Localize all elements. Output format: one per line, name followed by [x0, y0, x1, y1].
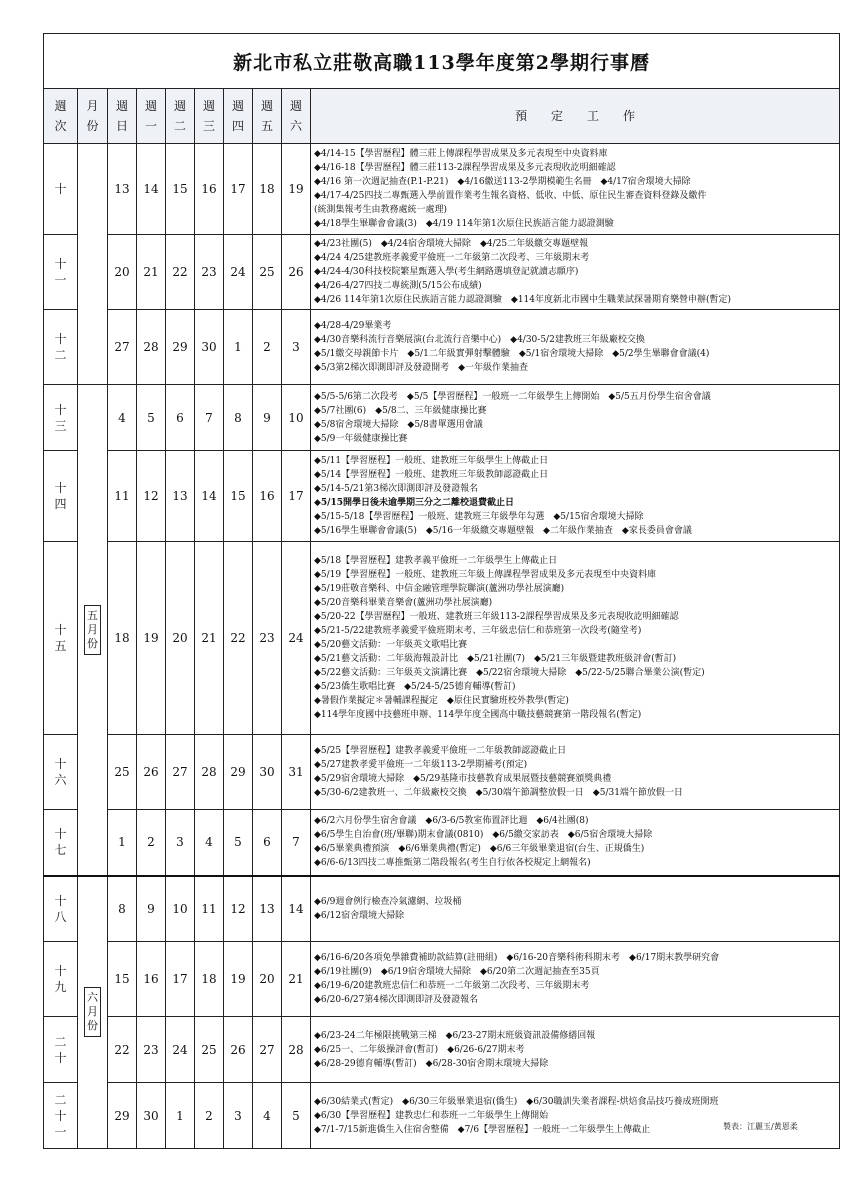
event-item: ◆114學年度國中技藝班申辦、114學年度全國高中職技藝競賽第一階段報名(暫定) [314, 710, 642, 720]
events-cell [311, 810, 840, 876]
event-item: ◆5/21-5/22建教班孝義愛平儉班期末考、三年級忠信仁和恭班第一次段考(隨堂考) [314, 626, 642, 636]
day-cell: 7 [282, 810, 311, 876]
day-cell: 1 [166, 1083, 195, 1149]
day-cell: 18 [253, 144, 282, 235]
week-number-char: 十 [54, 623, 67, 637]
day-cell: 2 [253, 310, 282, 385]
week-number-char: 八 [54, 909, 67, 924]
month-cell [78, 144, 108, 385]
day-cell: 2 [137, 810, 166, 876]
events-list [311, 553, 839, 723]
event-item: ◆5/15-5/18【學習歷程】一般班、建教班三年級學年勾選 ◆5/15宿舍環境大掃除 [314, 512, 644, 522]
week-number [44, 876, 78, 942]
event-item: ◆4/30音樂科流行音樂展演(台北流行音樂中心) ◆4/30-5/2建教班三年級廠校交換 [314, 335, 645, 345]
header-sun: 週 日 [108, 89, 137, 144]
event-item: ◆6/19-6/20建教班忠信仁和恭班一二年級第二次段考、三年級期末考 [314, 981, 590, 991]
footer-note: 製表：江麗玉/黃恩柔 [723, 1122, 798, 1131]
day-cell: 22 [108, 1017, 137, 1083]
week-number [44, 385, 78, 451]
events-list [311, 1028, 839, 1072]
week-number-char: 十 [54, 402, 67, 417]
day-cell: 20 [166, 542, 195, 735]
day-cell: 15 [166, 144, 195, 235]
week-number-char: 二 [54, 1092, 67, 1107]
event-item: ◆5/20音樂科畢業音樂會(蘆洲功學社展演廳) [314, 598, 493, 608]
page-title: 新北市私立莊敬高職113學年度第2學期行事曆 [44, 34, 840, 89]
week-number [44, 1017, 78, 1083]
event-item: ◆6/23-24二年極限挑戰第三梯 ◆6/23-27期末班級資訊設備修繕回報 [314, 1030, 596, 1041]
day-cell: 13 [166, 451, 195, 542]
week-number-char: 一 [54, 1124, 67, 1139]
events-cell [311, 451, 840, 542]
day-cell: 19 [137, 542, 166, 735]
day-cell: 24 [166, 1017, 195, 1083]
day-cell: 19 [224, 942, 253, 1017]
day-cell: 31 [282, 735, 311, 810]
week-number-char: 十 [54, 182, 67, 196]
week-row [44, 942, 840, 1017]
event-item: ◆5/14【學習歷程】一般班、建教班三年級教師認證截止日 [314, 470, 549, 480]
day-cell: 14 [137, 144, 166, 235]
day-cell: 25 [108, 735, 137, 810]
week-row [44, 310, 840, 385]
events-list [311, 146, 839, 232]
day-cell: 15 [108, 942, 137, 1017]
day-cell: 8 [108, 876, 137, 942]
event-item: ◆6/6-6/13四技二專推甄第二階段報名(考生自行依各校規定上網報名) [314, 858, 591, 869]
day-cell: 16 [195, 144, 224, 235]
day-cell: 16 [253, 451, 282, 542]
event-item: ◆5/23僑生歌唱比賽 ◆5/24-5/25德育輔導(暫訂) [314, 682, 516, 692]
day-cell: 5 [224, 810, 253, 876]
header-row [44, 89, 840, 144]
day-cell: 23 [253, 542, 282, 735]
header-tue: 週 二 [166, 89, 195, 144]
event-item: ◆5/16學生畢聯會會議(5) ◆5/16一年級繳交專題壁報 ◆二年級作業抽查 ◆家長委員會會議 [314, 526, 692, 536]
week-row [44, 810, 840, 876]
week-number [44, 235, 78, 310]
events-cell [311, 735, 840, 810]
header-week-no: 週 次 [44, 89, 78, 144]
event-item: ◆6/25一、二年級操評會(暫訂) ◆6/26-6/27期末考 [314, 1044, 525, 1055]
day-cell: 12 [224, 876, 253, 942]
week-row [44, 735, 840, 810]
day-cell: 4 [108, 385, 137, 451]
week-number-char: 十 [54, 827, 67, 842]
day-cell: 7 [195, 385, 224, 451]
event-item: ◆6/5學生自治會(班/畢聯)期末會議(0810) ◆6/5繳交家訪表 ◆6/5宿舍環境大掃除 [314, 830, 653, 841]
day-cell: 30 [195, 310, 224, 385]
event-item: ◆6/12宿舍環境大掃除 [314, 910, 405, 921]
day-cell: 14 [282, 876, 311, 942]
week-number [44, 1083, 78, 1149]
event-item: ◆5/27建教孝愛平儉班一二年級113-2學期補考(預定) [314, 760, 528, 770]
events-cell [311, 235, 840, 310]
day-cell: 11 [108, 451, 137, 542]
day-cell: 5 [282, 1083, 311, 1149]
day-cell: 22 [166, 235, 195, 310]
month-label-may [84, 605, 101, 655]
event-item: ◆5/8宿舍環境大掃除 ◆5/8書單選用會議 [314, 419, 483, 430]
event-item: ◆6/9週會例行檢查冷氣濾網、垃圾桶 [314, 896, 462, 907]
day-cell: 30 [253, 735, 282, 810]
event-item: ◆4/23社團(5) ◆4/24宿舍環境大掃除 ◆4/25二年級繳交專題壁報 [314, 239, 589, 249]
day-cell: 23 [137, 1017, 166, 1083]
event-item: ◆暑假作業擬定＊暑輔課程擬定 ◆原住民實驗班校外教學(暫定) [314, 696, 569, 706]
week-number-char: 十 [54, 893, 67, 908]
calendar-sheet [43, 33, 829, 1149]
week-number [44, 310, 78, 385]
month-char: 份 [87, 1019, 98, 1033]
day-cell: 13 [108, 144, 137, 235]
day-cell: 2 [195, 1083, 224, 1149]
day-cell: 17 [282, 451, 311, 542]
event-item: ◆5/30-6/2建教班一、二年級廠校交換 ◆5/30端午節調整放假一日 ◆5/31端午節放假一日 [314, 788, 683, 798]
event-item: ◆6/5畢業典禮預演 ◆6/6畢業典禮(暫定) ◆6/6三年級畢業退宿(台生、正規僑生) [314, 844, 645, 855]
day-cell: 17 [166, 942, 195, 1017]
day-cell: 13 [253, 876, 282, 942]
event-item: ◆5/20-22【學習歷程】一般班、建教班三年級113-2課程學習成果及多元表現收訖明細確認 [314, 612, 679, 622]
month-cell [78, 385, 108, 876]
week-row [44, 1017, 840, 1083]
day-cell: 4 [195, 810, 224, 876]
week-number-char: 十 [54, 964, 67, 978]
day-cell: 27 [108, 310, 137, 385]
event-item: ◆5/14-5/21第3梯次即測即評及發證報名 [314, 484, 479, 494]
calendar-table [43, 33, 840, 1149]
day-cell: 25 [195, 1017, 224, 1083]
events-list [311, 318, 839, 376]
day-cell: 18 [108, 542, 137, 735]
event-item: ◆5/22藝文活動：三年級英文演講比賽 ◆5/22宿舍環境大掃除 ◆5/22-5/25聯合畢業公演(暫定) [314, 668, 705, 678]
week-number-char: 二 [54, 348, 67, 362]
events-list [311, 453, 839, 539]
month-char: 五 [87, 608, 98, 622]
day-cell: 21 [282, 942, 311, 1017]
week-number [44, 735, 78, 810]
day-cell: 28 [137, 310, 166, 385]
events-list [311, 950, 839, 1008]
events-cell [311, 1083, 840, 1149]
day-cell: 26 [137, 735, 166, 810]
day-cell: 5 [137, 385, 166, 451]
week-number-char: 六 [54, 773, 67, 787]
week-number-char: 五 [54, 639, 67, 653]
event-item: ◆5/3第2梯次即測即評及發證開考 ◆一年級作業抽查 [314, 363, 529, 373]
events-list [311, 743, 839, 801]
event-item: ◆6/16-6/20各項免學雜費補助款結算(註冊組) ◆6/16-20音樂科術科期末考 ◆6/17期末教學研究會 [314, 953, 720, 963]
week-row [44, 451, 840, 542]
event-item: ◆4/26-4/27四技二專統測(5/15公布成績) [314, 281, 482, 291]
week-row [44, 876, 840, 942]
header-month: 月 份 [78, 89, 108, 144]
week-number-char: 一 [54, 273, 67, 287]
day-cell: 17 [224, 144, 253, 235]
day-cell: 30 [137, 1083, 166, 1149]
events-cell [311, 385, 840, 451]
day-cell: 27 [253, 1017, 282, 1083]
week-number [44, 542, 78, 735]
event-item: ◆5/21藝文活動：二年級海報設計比 ◆5/21社團(7) ◆5/21三年級暨建教班級評會(暫訂) [314, 654, 677, 664]
header-thu: 週 四 [224, 89, 253, 144]
event-item: ◆6/19社團(9) ◆6/19宿舍環境大掃除 ◆6/20第二次週記抽查至35頁 [314, 967, 600, 977]
event-item: (統測集報考生由教務處統一處理) [314, 205, 448, 215]
event-item: ◆5/11【學習歷程】一般班、建教班三年級學生上傳截止日 [314, 456, 549, 466]
day-cell: 27 [166, 735, 195, 810]
week-number-char: 三 [54, 418, 67, 433]
day-cell: 20 [108, 235, 137, 310]
event-item: ◆6/2六月份學生宿舍會議 ◆6/3-6/5教室佈置評比週 ◆6/4社團(8) [314, 816, 589, 827]
day-cell: 3 [282, 310, 311, 385]
event-item: ◆5/15開學日後未逾學期三分之二離校退費截止日 [314, 498, 514, 508]
day-cell: 28 [282, 1017, 311, 1083]
header-mon: 週 一 [137, 89, 166, 144]
day-cell: 29 [166, 310, 195, 385]
event-item: ◆5/25【學習歷程】建教孝義愛平儉班一二年級教師認證截止日 [314, 746, 567, 756]
week-number-char: 十 [54, 757, 67, 771]
week-number [44, 942, 78, 1017]
event-item: ◆5/29宿舍環境大掃除 ◆5/29基隆市技藝教育成果展暨技藝競賽頒獎典禮 [314, 774, 612, 784]
events-list [311, 236, 839, 308]
day-cell: 14 [195, 451, 224, 542]
day-cell: 3 [224, 1083, 253, 1149]
week-number-char: 四 [54, 497, 67, 511]
header-work: 預 定 工 作 [311, 89, 840, 144]
event-item: ◆4/28-4/29畢業考 [314, 321, 392, 331]
day-cell: 6 [253, 810, 282, 876]
event-item: ◆5/18【學習歷程】建教孝義平儉班一二年級學生上傳截止日 [314, 556, 558, 566]
week-row [44, 385, 840, 451]
header-sat: 週 六 [282, 89, 311, 144]
day-cell: 16 [137, 942, 166, 1017]
week-row [44, 144, 840, 235]
day-cell: 29 [108, 1083, 137, 1149]
day-cell: 21 [195, 542, 224, 735]
day-cell: 11 [195, 876, 224, 942]
event-item: ◆5/9一年級健康操比賽 [314, 433, 408, 444]
event-item: ◆4/24-4/30科技校院繁星甄選入學(考生網路選填登記就讀志願序) [314, 267, 579, 277]
day-cell: 8 [224, 385, 253, 451]
week-number-char: 十 [54, 332, 67, 346]
month-char: 六 [87, 991, 98, 1005]
day-cell: 24 [282, 542, 311, 735]
week-number-char: 七 [54, 843, 67, 858]
day-cell: 10 [282, 385, 311, 451]
day-cell: 28 [195, 735, 224, 810]
event-item: ◆6/30【學習歷程】建教忠仁和恭班一二年級學生上傳開始 [314, 1110, 549, 1121]
event-item: ◆6/20-6/27第4梯次即測即評及發證報名 [314, 995, 479, 1005]
event-item: ◆4/18學生畢聯會會議(3) ◆4/19 114年第1次原住民族語言能力認證測驗 [314, 219, 614, 229]
day-cell: 24 [224, 235, 253, 310]
day-cell: 21 [137, 235, 166, 310]
event-item: ◆4/17-4/25四技二專甄選入學前置作業考生報名資格、低收、中低、原住民生審查資料登錄及繳件 [314, 191, 707, 201]
event-item: ◆6/28-29德育輔導(暫訂) ◆6/28-30宿舍期末環境大掃除 [314, 1058, 549, 1069]
week-row [44, 1083, 840, 1149]
day-cell: 12 [137, 451, 166, 542]
day-cell: 15 [224, 451, 253, 542]
event-item: ◆5/7社團(6) ◆5/8二、三年級健康操比賽 [314, 405, 487, 416]
week-number-char: 九 [54, 980, 67, 994]
day-cell: 3 [166, 810, 195, 876]
event-item: ◆5/19【學習歷程】一般班、建教班三年級上傳課程學習成果及多元表現至中央資料庫 [314, 570, 657, 580]
events-list [311, 894, 839, 924]
event-item: ◆4/26 114年第1次原住民族語言能力認證測驗 ◆114年度新北市國中生職業試探暑期育樂營申辦(暫定) [314, 295, 732, 305]
event-item: ◆4/14-15【學習歷程】體三莊上傳課程學習成果及多元表現至中央資料庫 [314, 149, 608, 159]
weeks-body [44, 144, 840, 1149]
events-cell [311, 942, 840, 1017]
events-cell [311, 1017, 840, 1083]
day-cell: 4 [253, 1083, 282, 1149]
events-list [311, 389, 839, 447]
day-cell: 19 [282, 144, 311, 235]
month-char: 月 [87, 1005, 98, 1019]
day-cell: 6 [166, 385, 195, 451]
week-number-char: 十 [54, 1108, 67, 1123]
header-fri: 週 五 [253, 89, 282, 144]
week-number-char: 十 [54, 257, 67, 271]
month-char: 月 [87, 622, 98, 636]
week-number [44, 451, 78, 542]
event-item: ◆5/20藝文活動：一年級英文歌唱比賽 [314, 640, 468, 650]
week-number [44, 810, 78, 876]
day-cell: 1 [108, 810, 137, 876]
event-item: ◆6/30結業式(暫定) ◆6/30三年級畢業退宿(僑生) ◆6/30職訓失業者課程-烘焙食品技巧養成班開班 [314, 1096, 719, 1107]
day-cell: 18 [195, 942, 224, 1017]
week-row [44, 542, 840, 735]
events-list [311, 813, 839, 871]
event-item: ◆5/5-5/6第二次段考 ◆5/5【學習歷程】一般班一二年級學生上傳開始 ◆5/5五月份學生宿舍會議 [314, 391, 711, 402]
day-cell: 22 [224, 542, 253, 735]
day-cell: 26 [282, 235, 311, 310]
week-number-char: 十 [54, 481, 67, 495]
event-item: ◆4/16 第一次週記抽查(P.1-P.21) ◆4/16繳送113-2學期模範生名冊 ◆4/17宿舍環境大掃除 [314, 177, 691, 187]
day-cell: 29 [224, 735, 253, 810]
events-cell [311, 542, 840, 735]
event-item: ◆5/19莊敬音樂科、中信金融管理學院聯演(蘆洲功學社展演廳) [314, 584, 565, 594]
day-cell: 25 [253, 235, 282, 310]
day-cell: 23 [195, 235, 224, 310]
event-item: ◆7/1-7/15新進僑生入住宿舍整備 ◆7/6【學習歷程】一般班一二年級學生上傳截止 [314, 1124, 651, 1135]
month-cell [78, 876, 108, 1149]
header-wed: 週 三 [195, 89, 224, 144]
events-cell [311, 876, 840, 942]
week-row [44, 235, 840, 310]
week-number [44, 144, 78, 235]
month-label-june [84, 987, 101, 1037]
events-cell [311, 144, 840, 235]
day-cell: 9 [137, 876, 166, 942]
month-char: 份 [87, 636, 98, 650]
day-cell: 9 [253, 385, 282, 451]
event-item: ◆4/24 4/25建教班孝義愛平儉班一二年級第二次段考、三年級期末考 [314, 253, 590, 263]
day-cell: 26 [224, 1017, 253, 1083]
events-cell [311, 310, 840, 385]
event-item: ◆5/1繳交母親節卡片 ◆5/1二年級實彈射擊體驗 ◆5/1宿舍環境大掃除 ◆5/2學生畢聯會會議(4) [314, 349, 710, 359]
event-item: ◆4/16-18【學習歷程】體三莊113-2課程學習成果及多元表現收訖明細確認 [314, 163, 616, 173]
day-cell: 20 [253, 942, 282, 1017]
day-cell: 10 [166, 876, 195, 942]
day-cell: 1 [224, 310, 253, 385]
week-number-char: 十 [54, 1050, 67, 1065]
week-number-char: 二 [54, 1034, 67, 1049]
